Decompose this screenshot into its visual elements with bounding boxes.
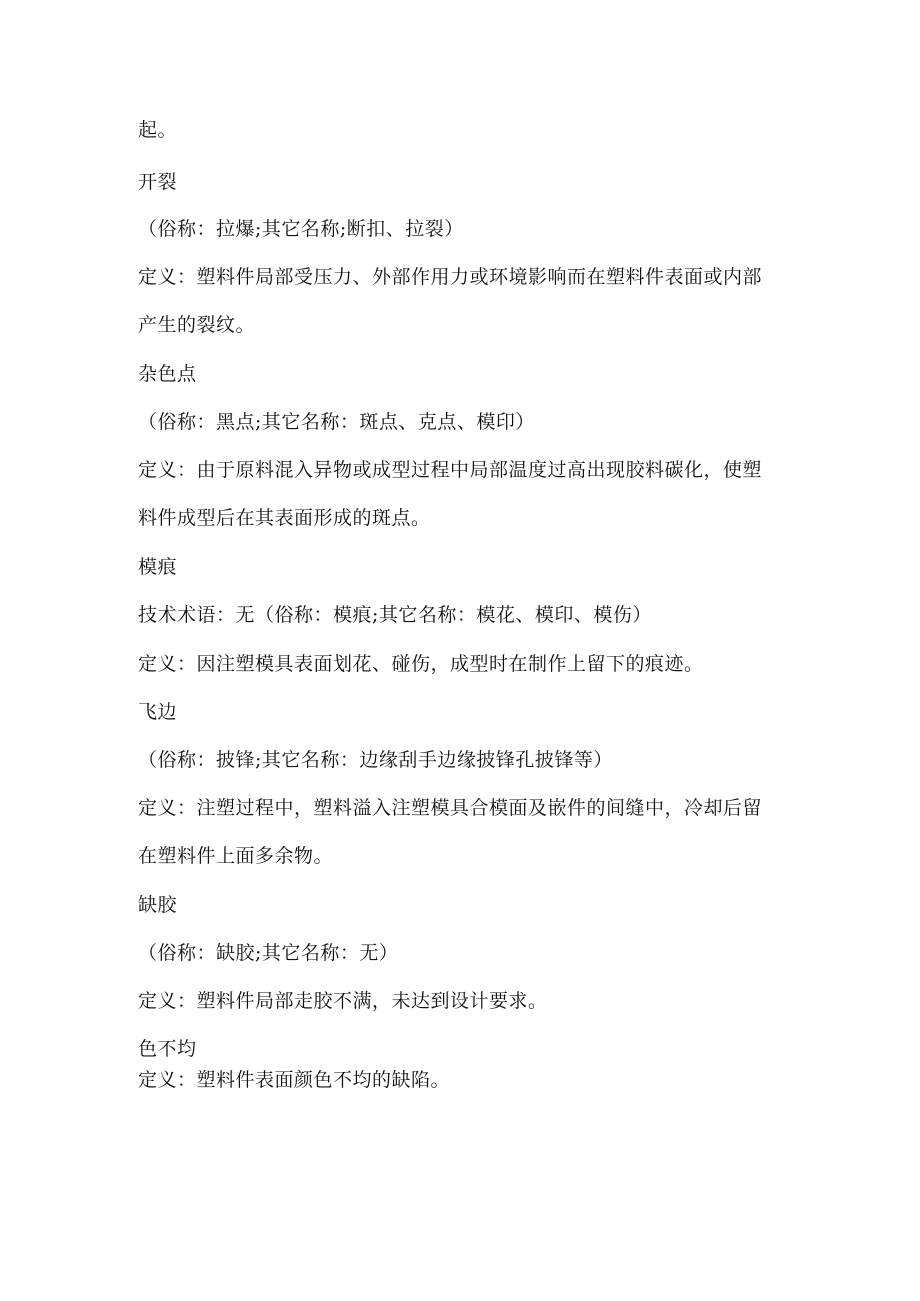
definition-short-shot: 定义：塑料件局部走胶不满，未达到设计要求。 (138, 990, 548, 1012)
alias-foreign-spots: （俗称：黑点;其它名称：斑点、克点、模印） (138, 411, 535, 433)
heading-mold-marks: 模痕 (138, 556, 178, 578)
alias-flash: （俗称：披锋;其它名称：边缘刮手边缘披锋孔披锋等） (138, 749, 613, 771)
alias-mold-marks: 技术术语：无（俗称：模痕;其它名称：模花、模印、模伤） (138, 604, 652, 626)
heading-uneven-color: 色不均 (138, 1038, 197, 1060)
text-line-continuation: 起。 (138, 119, 178, 141)
definition-foreign-spots-line-1: 定义：由于原料混入异物或成型过程中局部温度过高出现胶料碳化，使塑 (138, 459, 763, 481)
alias-crack: （俗称：拉爆;其它名称;断扣、拉裂） (138, 218, 464, 240)
definition-crack-line-1: 定义：塑料件局部受压力、外部作用力或环境影响而在塑料件表面或内部 (138, 266, 763, 288)
heading-short-shot: 缺胶 (138, 894, 178, 916)
definition-flash-line-2: 在塑料件上面多余物。 (138, 845, 334, 867)
definition-flash-line-1: 定义：注塑过程中，塑料溢入注塑模具合模面及嵌件的间缝中，冷却后留 (138, 797, 763, 819)
heading-flash: 飞边 (138, 701, 178, 723)
alias-short-shot: （俗称：缺胶;其它名称：无） (138, 942, 399, 964)
definition-crack-line-2: 产生的裂纹。 (138, 314, 256, 336)
definition-mold-marks: 定义：因注塑模具表面划花、碰伤，成型时在制作上留下的痕迹。 (138, 653, 704, 675)
heading-foreign-spots: 杂色点 (138, 363, 197, 385)
definition-uneven-color: 定义：塑料件表面颜色不均的缺陷。 (138, 1069, 451, 1091)
definition-foreign-spots-line-2: 料件成型后在其表面形成的斑点。 (138, 507, 431, 529)
heading-crack: 开裂 (138, 171, 178, 193)
